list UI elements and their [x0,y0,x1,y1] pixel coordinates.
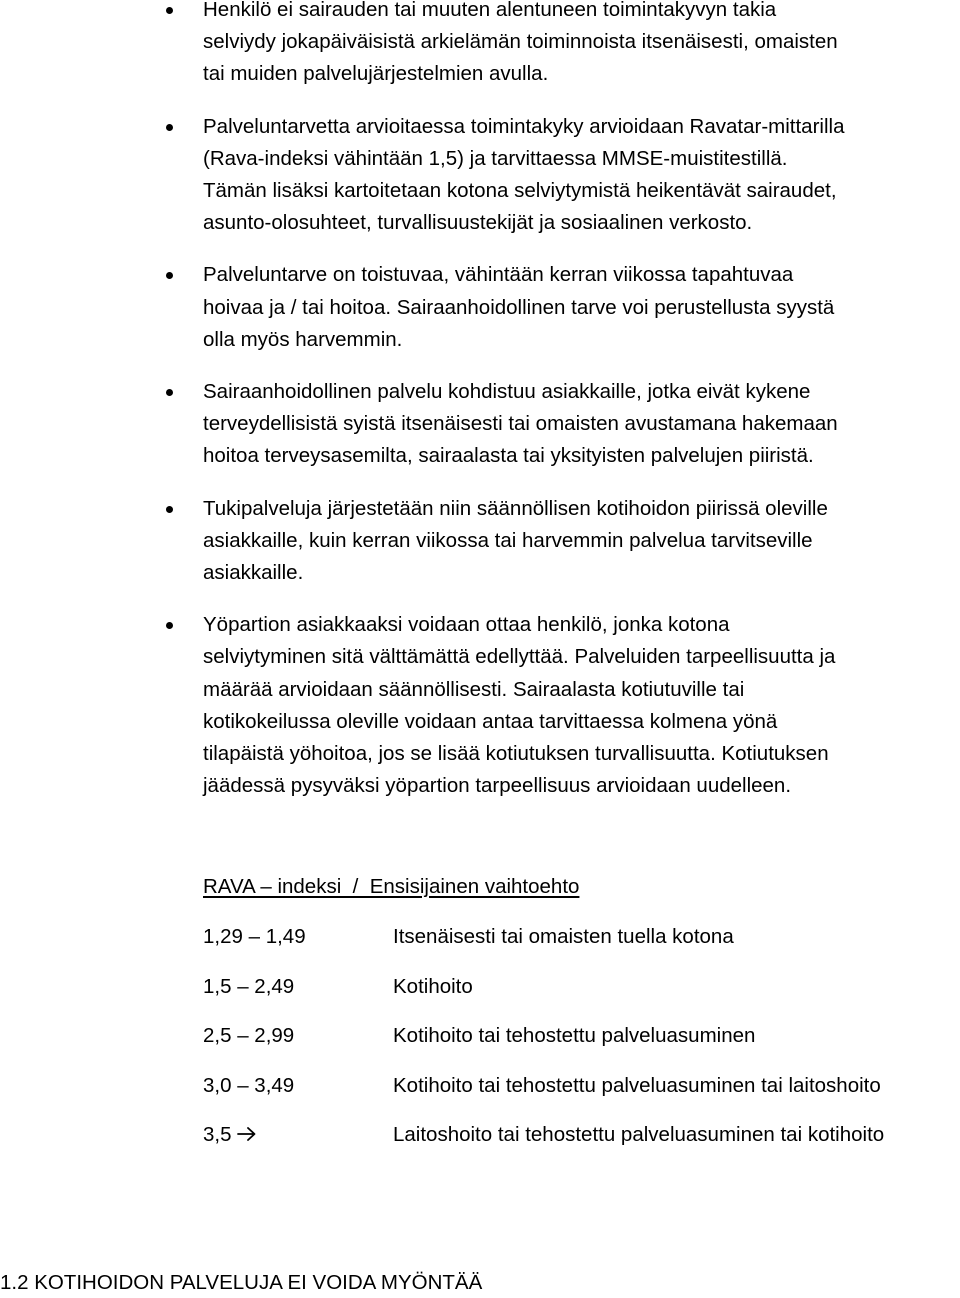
rava-primary-option: Kotihoito [393,974,473,998]
rava-row [203,922,943,972]
bullet-line: asiakkaille. [203,561,304,585]
bullet-dot-icon [166,124,173,131]
section-heading: 1.2 KOTIHOIDON PALVELUJA EI VOIDA MYÖNTÄÄ [0,1271,483,1294]
rava-row [203,1021,943,1071]
bullet-item [0,493,960,590]
rava-primary-option: Laitoshoito tai tehostettu palveluasuminen tai kotihoito [393,1123,885,1146]
rava-index-range: 1,29 – 1,49 [203,925,306,948]
bullet-item [0,111,960,240]
bullet-dot-icon [166,272,173,279]
bullet-line: Palveluntarvetta arvioitaessa toimintakyky arvioidaan Ravatar-mittarilla [203,114,845,138]
bullet-item [0,376,960,473]
bullet-item [0,259,960,356]
rava-index-range: 3,0 – 3,49 [203,1073,295,1097]
bullet-line: Yöpartion asiakkaaksi voidaan ottaa henkilö, jonka kotona [203,613,730,637]
bullet-dot-icon [166,622,173,629]
bullet-line: määrää arvioidaan säännöllisesti. Sairaalasta kotiutuville tai [203,677,745,701]
bullet-line: selviytyminen sitä välttämättä edellyttää. Palveluiden tarpeellisuutta ja [203,645,836,669]
bullet-line: hoitoa terveysasemilta, sairaalasta tai yksityisten palvelujen piiristä. [203,444,814,468]
bullet-line: tilapäistä yöhoitoa, jos se lisää kotiutuksen turvallisuutta. Kotiutuksen [203,742,829,766]
rava-range-value: 3,5 [203,1123,238,1146]
bullet-line: Palveluntarve on toistuvaa, vähintään kerran viikossa tapahtuvaa [203,263,794,287]
bullet-line: olla myös harvemmin. [203,327,403,351]
bullet-dot-icon [166,389,173,396]
rava-row [203,1071,943,1121]
rava-index-range: 2,5 – 2,99 [203,1024,295,1047]
bullet-line: Henkilö ei sairauden tai muuten alentuneen toimintakyvyn takia [203,0,777,21]
bullet-line: hoivaa ja / tai hoitoa. Sairaanhoidollinen tarve voi perustellusta syystä [203,295,835,319]
rava-primary-option: Kotihoito tai tehostettu palveluasuminen [393,1024,756,1047]
rava-primary-option: Itsenäisesti tai omaisten tuella kotona [393,925,734,948]
bullet-line: asunto-olosuhteet, turvallisuustekijät ja sosiaalinen verkosto. [203,211,753,235]
bullet-line: Tämän lisäksi kartoitetaan kotona selviytymistä heikentävät sairaudet, [203,179,837,203]
rava-table-header [203,872,579,902]
bullet-line: Tukipalveluja järjestetään niin säännöllisen kotihoidon piirissä oleville [203,496,828,520]
bullet-dot-icon [166,506,173,513]
bullet-line: jäädessä pysyväksi yöpartion tarpeellisuus arvioidaan uudelleen. [203,774,792,798]
arrow-right-icon [237,1126,257,1142]
bullet-line: terveydellisistä syistä itsenäisesti tai omaisten avustamana hakemaan [203,412,838,436]
bullet-line: asiakkaille, kuin kerran viikossa tai harvemmin palvelua tarvitseville [203,528,813,552]
bullet-line: selviydy jokapäiväisistä arkielämän toiminnoista itsenäisesti, omaisten [203,30,838,54]
rava-primary-option: Kotihoito tai tehostettu palveluasuminen tai laitoshoito [393,1073,881,1097]
bullet-item [0,0,960,91]
rava-index-range [203,1120,257,1150]
rava-row [203,972,943,1022]
bullet-dot-icon [166,7,173,14]
bullet-item [0,609,960,802]
rava-index-range: 1,5 – 2,49 [203,974,295,998]
bullet-line: Sairaanhoidollinen palvelu kohdistuu asiakkaille, jotka eivät kykene [203,380,811,404]
rava-row [203,1120,943,1170]
rava-header-text: RAVA – indeksi / Ensisijainen vaihtoehto [203,875,580,898]
rava-table [203,922,943,1170]
bullet-line: (Rava-indeksi vähintään 1,5) ja tarvittaessa MMSE-muistitestillä. [203,146,788,170]
bullet-line: kotikokeilussa oleville voidaan antaa tarvittaessa kolmena yönä [203,709,778,733]
bullet-line: tai muiden palvelujärjestelmien avulla. [203,62,549,86]
